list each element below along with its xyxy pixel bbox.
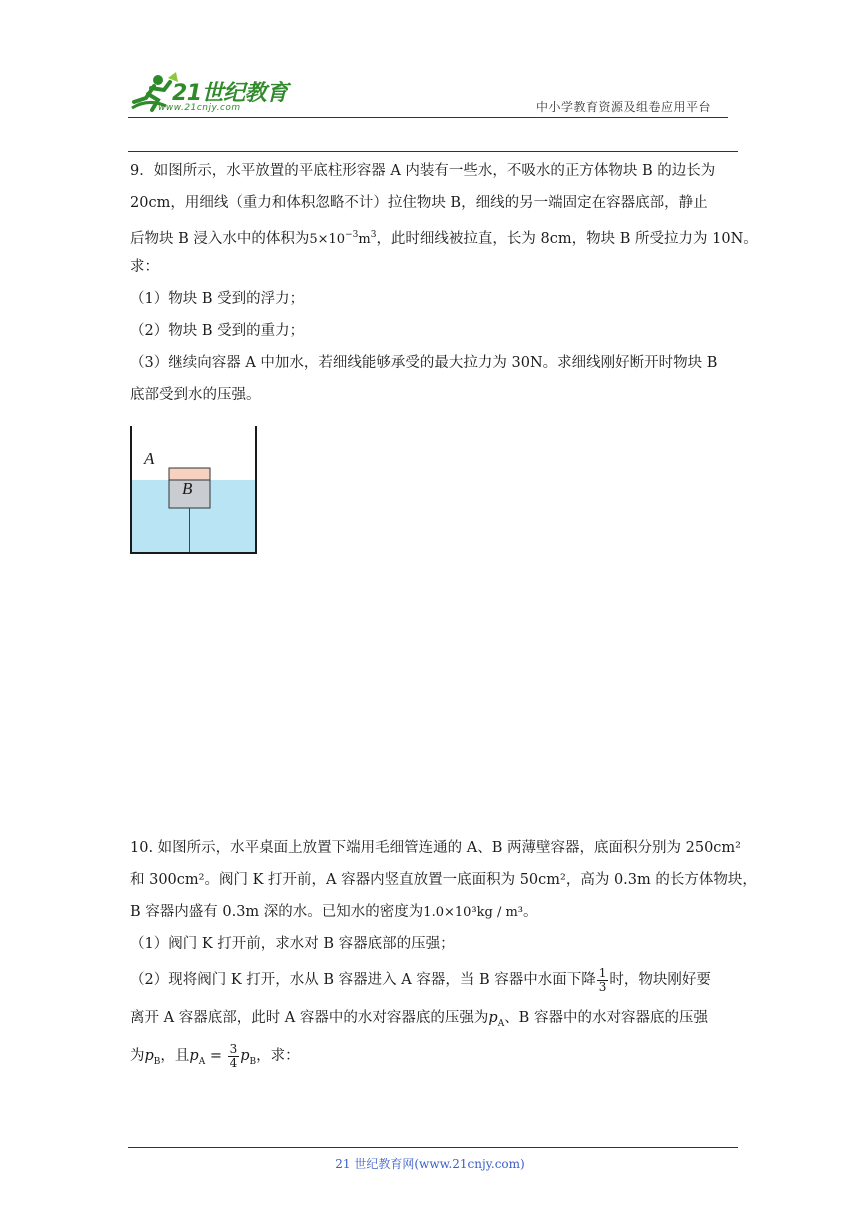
q10-sub2-line3-text-c: ，求： bbox=[256, 1048, 300, 1064]
equation-rhs: p bbox=[240, 1048, 250, 1064]
q9-subquestion-3-line-1: （3）继续向容器 A 中加水，若细线能够承受的最大拉力为 30N。求细线刚好断开时物块 B bbox=[130, 355, 718, 371]
q10-line-3 bbox=[130, 896, 740, 928]
equation-lhs-subscript: A bbox=[198, 1056, 206, 1067]
question-10 bbox=[130, 832, 757, 1076]
q9-line-2: 20cm，用细线（重力和体积忽略不计）拉住物块 B，细线的另一端固定在容器底部，静止 bbox=[130, 195, 708, 211]
q9-volume-unit-exponent: 3 bbox=[370, 230, 377, 240]
q10-subquestion-1: （1）阀门 K 打开前，求水对 B 容器底部的压强； bbox=[130, 936, 455, 952]
q10-line-3-text-a: B 容器内盛有 0.3m 深的水。已知水的密度为 bbox=[130, 904, 424, 920]
platform-title: 中小学教育资源及组卷应用平台 bbox=[536, 100, 712, 114]
q9-line-3-text-a: 后物块 B 浸入水中的体积为 bbox=[130, 230, 310, 247]
equation-rhs-subscript: B bbox=[249, 1056, 257, 1067]
fraction-2-denominator: 4 bbox=[229, 1055, 238, 1070]
footer-divider bbox=[128, 1147, 738, 1148]
fraction-1-numerator: 1 bbox=[598, 965, 607, 980]
container-diagram bbox=[126, 422, 266, 558]
fraction-three-quarters bbox=[228, 1043, 240, 1070]
fraction-one-third bbox=[597, 967, 609, 994]
q10-subquestion-2-line-2 bbox=[130, 1000, 740, 1036]
q10-sub2-line3-text-b: ，且 bbox=[160, 1048, 190, 1064]
q9-volume-exponent: −3 bbox=[345, 230, 359, 240]
q10-line-1: 10. 如图所示，水平桌面上放置下端用毛细管连通的 A、B 两薄壁容器，底面积分别为 250cm² bbox=[130, 840, 741, 856]
logo-text: 21世纪教育 bbox=[172, 81, 288, 106]
q10-sub2-line2-text-b: 、B 容器中的水对容器底的压强 bbox=[504, 1010, 708, 1026]
fraction-1-denominator: 3 bbox=[598, 979, 607, 994]
q9-subquestion-2: （2）物块 B 受到的重力； bbox=[130, 323, 305, 339]
pressure-pb-subscript: B bbox=[153, 1056, 161, 1067]
pressure-pb: p bbox=[144, 1048, 154, 1064]
q9-volume-unit: m bbox=[358, 231, 371, 247]
equation-equals: = bbox=[205, 1048, 227, 1064]
equation-lhs: p bbox=[189, 1048, 199, 1064]
q10-sub2-text-b: 时，物块刚好要 bbox=[609, 972, 711, 988]
question-9 bbox=[130, 155, 758, 411]
label-a: A bbox=[144, 449, 155, 468]
footer-link[interactable]: 21 世纪教育网(www.21cnjy.com) bbox=[335, 1157, 525, 1171]
fraction-2-numerator: 3 bbox=[229, 1041, 238, 1056]
q10-sub2-text-a: （2）现将阀门 K 打开，水从 B 容器进入 A 容器，当 B 容器中水面下降 bbox=[130, 972, 596, 988]
q9-line-3 bbox=[130, 219, 758, 251]
q10-sub2-line3-text-a: 为 bbox=[130, 1048, 145, 1064]
pressure-pa-subscript: A bbox=[497, 1018, 505, 1029]
q9-line-4: 求： bbox=[130, 259, 159, 275]
q9-line-3-text-b: ，此时细线被拉直，长为 8cm，物块 B 所受拉力为 10N。 bbox=[376, 230, 758, 247]
header-divider bbox=[128, 117, 728, 118]
q10-subquestion-2-line-3 bbox=[130, 1036, 740, 1076]
q10-line-2: 和 300cm²。阀门 K 打开前，A 容器内竖直放置一底面积为 50cm²，高为 0.3m 的长方体物块， bbox=[130, 872, 757, 888]
logo-url: www.21cnjy.com bbox=[158, 103, 241, 113]
q9-subquestion-3-line-2: 底部受到水的压强。 bbox=[130, 387, 261, 403]
content-divider bbox=[128, 151, 738, 152]
q9-line-1: 9．如图所示，水平放置的平底柱形容器 A 内装有一些水，不吸水的正方体物块 B 的边长为 bbox=[130, 163, 716, 179]
q9-subquestion-1: （1）物块 B 受到的浮力； bbox=[130, 291, 305, 307]
q10-subquestion-2-line-1 bbox=[130, 960, 740, 1000]
label-b: B bbox=[182, 479, 193, 498]
q10-sub2-line2-text-a: 离开 A 容器底部，此时 A 容器中的水对容器底的压强为 bbox=[130, 1010, 489, 1026]
pressure-pa: p bbox=[488, 1010, 498, 1026]
q10-density-value: 1.0×10³kg / m³ bbox=[423, 905, 523, 920]
q10-line-3-text-b: 。 bbox=[523, 904, 538, 920]
q9-volume-value: 5×10 bbox=[309, 231, 346, 247]
